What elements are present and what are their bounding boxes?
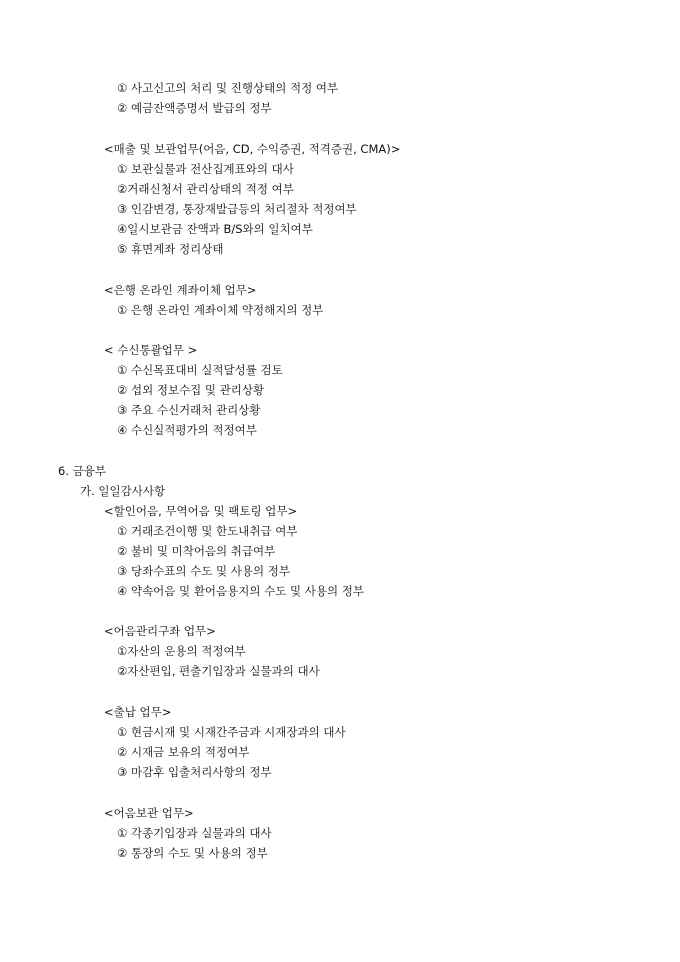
list-item: ① 수신목표대비 실적달성률 검토 (117, 363, 283, 377)
list-item: ③ 인감변경, 통장재발급등의 처리절차 적정여부 (117, 202, 357, 216)
list-item: ②자산편입, 편출기입장과 실물과의 대사 (117, 664, 320, 678)
list-item: ① 은행 온라인 계좌이체 약정해지의 정부 (117, 303, 324, 317)
list-item: ①자산의 운용의 적정여부 (117, 644, 246, 658)
list-item: ① 현금시재 및 시재간주금과 시재장과의 대사 (117, 725, 346, 739)
list-item: ② 섭외 정보수집 및 관리상황 (117, 383, 265, 397)
list-item: ② 시재금 보유의 적정여부 (117, 745, 250, 759)
list-item: ③ 당좌수표의 수도 및 사용의 정부 (117, 564, 291, 578)
list-item: ① 사고신고의 처리 및 진행상태의 적정 여부 (117, 81, 339, 95)
list-item: ② 통장의 수도 및 사용의 정부 (117, 846, 268, 860)
section-title: 6. 금융부 (58, 464, 106, 478)
list-item: ⑤ 휴면계좌 정리상태 (117, 242, 224, 256)
section-subtitle: 가. 일일감사사항 (80, 484, 166, 498)
list-item: ②거래신청서 관리상태의 적정 여부 (117, 182, 294, 196)
list-item: ④ 약속어음 및 환어음용지의 수도 및 사용의 정부 (117, 584, 364, 598)
list-item: ④일시보관금 잔액과 B/S와의 일치여부 (117, 222, 313, 236)
group-heading: <어음보관 업무> (104, 806, 194, 820)
list-item: ③ 주요 수신거래처 관리상황 (117, 403, 261, 417)
list-item: ② 예금잔액증명서 발급의 정부 (117, 101, 272, 115)
list-item: ② 불비 및 미착어음의 취급여부 (117, 544, 276, 558)
list-item: ① 각종기입장과 실물과의 대사 (117, 826, 272, 840)
list-item: ① 보관실물과 전산집계표와의 대사 (117, 162, 294, 176)
group-heading: <매출 및 보관업무(어음, CD, 수익증권, 적격증권, CMA)> (104, 142, 401, 156)
group-heading: <출납 업무> (104, 705, 172, 719)
list-item: ① 거래조건이행 및 한도내취급 여부 (117, 524, 298, 538)
list-item: ④ 수신실적평가의 적정여부 (117, 423, 257, 437)
group-heading: <할인어음, 무역어음 및 팩토링 업무> (104, 504, 298, 518)
group-heading: <은행 온라인 계좌이체 업무> (104, 283, 257, 297)
group-heading: <어음관리구좌 업무> (104, 624, 216, 638)
group-heading: < 수신통괄업무 > (104, 343, 198, 357)
list-item: ③ 마감후 입출처리사항의 정부 (117, 765, 272, 779)
